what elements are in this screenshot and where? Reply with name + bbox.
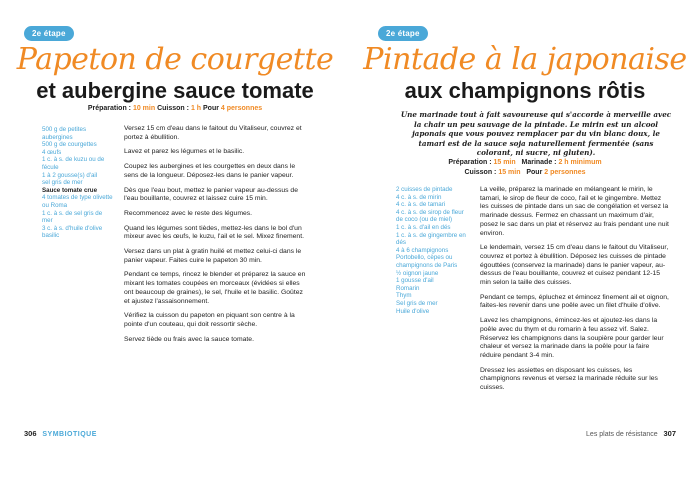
recipe-steps bbox=[480, 186, 670, 399]
ingredient-item: 1 c. à s. de sel gris de mer bbox=[42, 209, 103, 225]
ingredient-item: 1 gousse d'ail bbox=[396, 277, 434, 285]
step-badge: 2e étape bbox=[378, 26, 428, 41]
page-number: 306 bbox=[24, 429, 37, 438]
step-paragraph: Dressez les assiettes en disposant les cuisses, les champignons revenus et versez la marinade réduite sur les cuisses. bbox=[480, 366, 658, 392]
recipe-title-bold: et aubergine sauce tomate bbox=[36, 78, 314, 103]
ingredient-item: Romarin bbox=[396, 284, 420, 292]
recipe-title-script: Papeton de courgette bbox=[16, 42, 334, 77]
ingredient-item: 4 œufs bbox=[42, 148, 62, 156]
ingredient-item: 4 à 6 champignons Portobello, cèpes ou champignons de Paris bbox=[396, 246, 458, 269]
step-paragraph: Pendant ce temps, rincez le blender et préparez la sauce en mixant les tomates coupées en morceaux (évidées si elles ont beaucoup de graines), le sel, l'huile et le basilic. Goûtez et ajustez l'assaisonnement. bbox=[124, 271, 306, 305]
step-paragraph: Recommencez avec le reste des légumes. bbox=[124, 209, 253, 217]
step-paragraph: Servez tiède ou frais avec la sauce tomate. bbox=[124, 335, 254, 343]
recipe-title-bold: aux champignons rôtis bbox=[404, 78, 646, 103]
step-paragraph: Le lendemain, versez 15 cm d'eau dans le faitout du Vitaliseur, couvrez et portez à ébullition. Déposez les cuisses de pintade égouttées (conservez la marinade) dans le panier vapeur, au-dessus de l'eau bouillante, couvrez et cuisez pendant 12-15 min selon la taille des cuisses. bbox=[480, 244, 669, 287]
ingredient-item: 1 c. à s. d'ail en dés bbox=[396, 223, 451, 231]
ingredient-item: ½ oignon jaune bbox=[396, 269, 439, 277]
page-footer bbox=[586, 429, 676, 438]
step-paragraph: Vérifiez la cuisson du papeton en piquant son centre à la pointe d'un couteau, qui doit ressortir sèche. bbox=[124, 312, 295, 328]
ingredient-item: 4 tomates de type olivette ou Roma bbox=[42, 194, 113, 209]
ingredient-item: 500 g de courgettes bbox=[42, 141, 97, 149]
step-paragraph: La veille, préparez la marinade en mélangeant le mirin, le tamari, le sirop de fleur de coco, l'ail et le gingembre. Mettez les cuisses de pintade dans un sac de congélation et versez la marinade dessus. Fermez en chassant un maximum d'air, posez le sac dans un plat et réservez au frais pendant une nuit environ. bbox=[480, 186, 669, 237]
ingredient-item: 3 c. à s. d'huile d'olive bbox=[42, 224, 103, 232]
ingredient-item: 4 c. à s. de sirop de fleur de coco (ou de miel) bbox=[396, 208, 464, 224]
recipe-meta: Préparation : 10 min Cuisson : 1 h Pour 4 personnes bbox=[87, 105, 263, 112]
page-number: 307 bbox=[663, 429, 676, 438]
brand-logo: SYMBIOTIQUE bbox=[42, 431, 97, 438]
ingredient-item: Huile d'olive bbox=[396, 307, 430, 315]
ingredient-list bbox=[396, 186, 466, 315]
ingredient-item: Thym bbox=[396, 292, 412, 300]
ingredient-item: 1 c. à s. de kuzu ou de fécule bbox=[42, 156, 105, 171]
step-paragraph: Versez dans un plat à gratin huilé et mettez celui-ci dans le panier vapeur. Faites cuire le papeton 30 min. bbox=[124, 248, 302, 264]
ingredient-item: 500 g de petites aubergines bbox=[42, 126, 87, 141]
sauce-heading: Sauce tomate crue bbox=[42, 186, 98, 194]
page-footer bbox=[24, 429, 97, 438]
step-paragraph: Lavez et parez les légumes et le basilic. bbox=[124, 148, 245, 156]
step-paragraph: Coupez les aubergines et les courgettes en deux dans le sens de la longueur. Déposez-les dans le panier vapeur. bbox=[124, 163, 296, 179]
recipe-intro: Une marinade tout à fait savoureuse qui s'accorde à merveille avec la chair un peu sauvage de la pintade. Le mirin est un alcool japonais que vous pouvez remplacer par du vin blanc doux, le tamari est de la sauce soja naturellement fermentée (sans colorant, ni sucre, ni gluten). bbox=[400, 110, 672, 158]
ingredient-item: 1 à 2 gousse(s) d'ail bbox=[42, 171, 98, 179]
ingredient-item: 4 c. à s. de tamari bbox=[396, 201, 446, 209]
step-badge: 2e étape bbox=[24, 26, 74, 41]
step-paragraph: Lavez les champignons, émincez-les et ajoutez-les dans la poêle avec du thym et du romarin à feu assez vif. Salez. Réservez les champignons dans la soupière pour garder leur chaleur et versez la marinade dans la poêle pour la faire réduire pendant 3-4 min. bbox=[480, 317, 664, 359]
step-paragraph: Versez 15 cm d'eau dans le faitout du Vitaliseur, couvrez et portez à ébullition. bbox=[124, 125, 302, 141]
recipe-title-script: Pintade à la japonaise bbox=[363, 42, 687, 77]
step-paragraph: Quand les légumes sont tièdes, mettez-les dans le bol d'un mixeur avec les œufs, le kuzu, l'ail et le sel. Mixez finement. bbox=[124, 224, 304, 241]
step-paragraph: Dès que l'eau bout, mettez le panier vapeur au-dessus de l'eau bouillante, couvrez et laissez cuire 15 min. bbox=[124, 186, 298, 203]
ingredient-item: 1 c. à s. de gingembre en dés bbox=[396, 231, 466, 247]
recipe-steps bbox=[124, 125, 310, 350]
ingredient-item: basilic bbox=[42, 232, 60, 240]
recipe-meta: Préparation : 15 min Marinade : 2 h minimum Cuisson : 15 min Pour 2 personnes bbox=[448, 159, 602, 176]
section-name: Les plats de résistance bbox=[586, 431, 658, 438]
ingredient-list bbox=[42, 126, 114, 240]
ingredient-item: Sel gris de mer bbox=[396, 299, 438, 307]
ingredient-item: 4 c. à s. de mirin bbox=[396, 193, 442, 201]
step-paragraph: Pendant ce temps, épluchez et émincez finement ail et oignon, faites-les revenir dans une poêle avec un filet d'huile d'olive. bbox=[480, 293, 669, 310]
ingredient-item: 2 cuisses de pintade bbox=[396, 186, 453, 193]
ingredient-item: sel gris de mer bbox=[42, 179, 83, 187]
